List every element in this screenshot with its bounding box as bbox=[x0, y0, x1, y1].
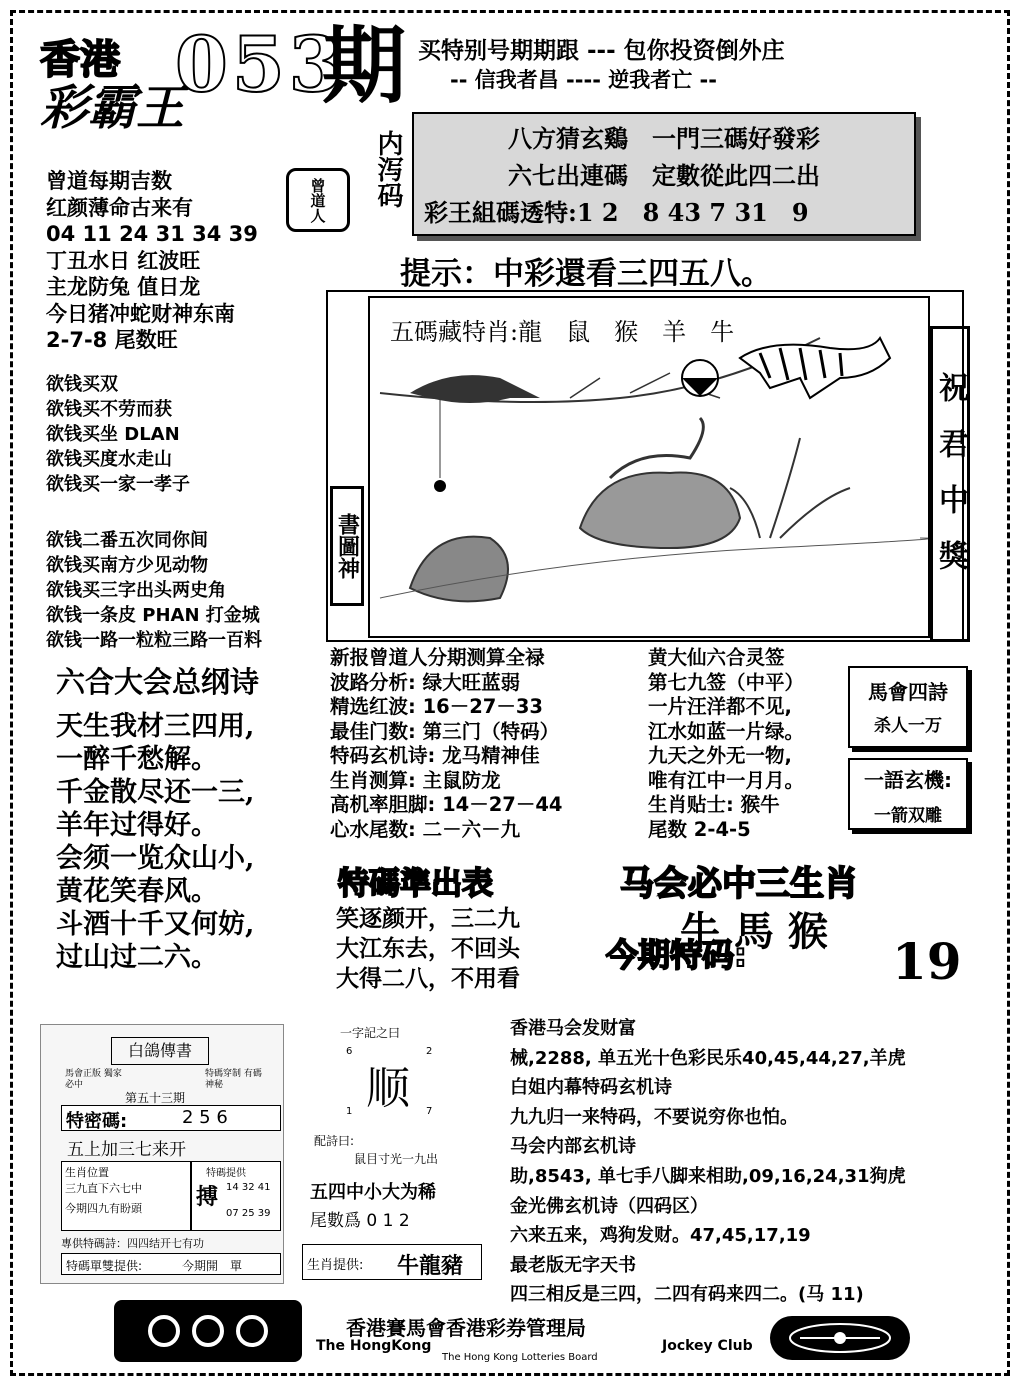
wong-tai-sin-list bbox=[648, 646, 848, 842]
danshuang-row bbox=[61, 1253, 281, 1275]
poem-line: 千金散尽还一三, bbox=[56, 777, 255, 808]
zodiac-pos-box bbox=[61, 1161, 191, 1231]
te-code-value: 2 5 6 bbox=[182, 1107, 228, 1128]
list-item: 欲钱买三字出头两史角 bbox=[46, 580, 226, 601]
word-n2: 2 bbox=[426, 1046, 433, 1057]
list-item: 丁丑水日 红波旺 bbox=[46, 248, 201, 273]
tip-char: 搏 bbox=[196, 1185, 219, 1210]
wts-line: 黄大仙六合灵签 bbox=[648, 646, 785, 669]
pigeon-small-left: 馬會正版 獨家必中 bbox=[65, 1069, 122, 1090]
word-main: 顺 bbox=[366, 1063, 410, 1114]
yi-yu-box bbox=[848, 758, 968, 830]
lottery-logo-icon bbox=[770, 1316, 910, 1360]
footer-logo-right bbox=[770, 1316, 910, 1360]
te-code-line: 五上加三七来开 bbox=[67, 1140, 186, 1160]
ink-painting bbox=[370, 298, 928, 636]
analysis-line: 波路分析: 绿大旺蓝弱 bbox=[330, 670, 521, 694]
poem-line: 斗酒十千又何妨, bbox=[56, 909, 255, 940]
rb-line: 金光佛玄机诗（四码区） bbox=[510, 1195, 708, 1217]
mahui-zodiac: 牛 馬 猴 bbox=[680, 908, 828, 955]
word-note-1: 五四中小大为稀 bbox=[310, 1182, 436, 1203]
wts-line: 九天之外无一物, bbox=[648, 744, 792, 767]
grey-hint-box bbox=[412, 112, 916, 236]
poem-line: 黄花笑春风。 bbox=[56, 876, 218, 907]
list-item: 欲钱买双 bbox=[46, 374, 118, 395]
wts-line: 江水如蓝一片绿。 bbox=[648, 719, 805, 743]
rb-line: 助,8543, 单七手八脚来相助,09,16,24,31狗虎 bbox=[510, 1165, 906, 1187]
poem-line: 过山过二六。 bbox=[56, 942, 218, 973]
list-item: 欲钱买度水走山 bbox=[46, 449, 172, 470]
tip-box bbox=[191, 1161, 281, 1231]
danshuang-value: 今期開 單 bbox=[182, 1259, 243, 1273]
right-vertical-box bbox=[930, 326, 970, 642]
grey-line-3: 彩王組碼透特:1 2 8 43 7 31 9 bbox=[424, 198, 809, 227]
picture-caption: 五碼藏特肖:龍 鼠 猴 羊 牛 bbox=[390, 312, 734, 347]
ma-hui-poem-value: 杀人一万 bbox=[874, 716, 942, 736]
footer-en-3: The Hong Kong Lotteries Board bbox=[442, 1352, 598, 1363]
tip-label: 特碼提供 bbox=[206, 1168, 246, 1179]
seal-text: 曾道人 bbox=[308, 177, 327, 223]
right-vertical-text: 祝君中獎 bbox=[933, 372, 968, 596]
yi-yu-title: 一語玄機: bbox=[864, 768, 952, 792]
tip-nums-1: 14 32 41 bbox=[226, 1182, 271, 1193]
pos-line-1: 三九直下六七中 bbox=[65, 1182, 142, 1195]
neixie-label: 内泻码 bbox=[373, 130, 403, 208]
hint-text: 提示：中彩還看三四五八。 bbox=[400, 256, 772, 292]
analysis-line: 精选红波: 16－27－33 bbox=[330, 695, 543, 718]
special-line: 笑逐颜开，三二九 bbox=[336, 906, 520, 932]
seal-stamp bbox=[286, 168, 350, 232]
poem-line: 羊年过得好。 bbox=[56, 810, 218, 841]
list-item: 欲钱买不劳而获 bbox=[46, 399, 172, 420]
slogan: 买特别号期期跟 --- 包你投资倒外庄 bbox=[418, 38, 785, 64]
list-item: 欲钱买一家一孝子 bbox=[46, 474, 190, 495]
grey-line-2: 六七出連碼 定數從此四二出 bbox=[508, 161, 820, 190]
wts-line: 第七九签（中平） bbox=[648, 670, 805, 694]
today-label: 今期特码: bbox=[606, 936, 747, 974]
analysis-line: 特码玄机诗: 龙马精神佳 bbox=[330, 744, 540, 767]
poem-line: 天生我材三四用, bbox=[56, 711, 255, 742]
word-box bbox=[296, 1016, 484, 1290]
footer-cn: 香港賽馬會香港彩券管理局 bbox=[346, 1316, 586, 1340]
analysis-line: 最佳门数: 第三门（特码） bbox=[330, 719, 560, 743]
ma-hui-poem-box bbox=[848, 666, 968, 748]
rb-line: 最老版无字天书 bbox=[510, 1254, 636, 1276]
list-item: 欲钱一路一粒粒三路一百料 bbox=[46, 630, 262, 651]
word-n1: 1 bbox=[346, 1106, 353, 1117]
wts-line: 唯有江中一月月。 bbox=[648, 768, 805, 792]
pigeon-title-box bbox=[111, 1037, 209, 1065]
wts-line: 尾数 2-4-5 bbox=[648, 817, 751, 841]
rb-line: 马会内部玄机诗 bbox=[510, 1136, 636, 1158]
pos-line-2: 今期四九有盼頭 bbox=[65, 1202, 142, 1215]
pigeon-title: 白鴿傳書 bbox=[127, 1041, 192, 1060]
word-poem-label: 配詩曰: bbox=[314, 1134, 355, 1148]
list-item: 主龙防兔 值日龙 bbox=[46, 275, 201, 299]
yi-yu-value: 一箭双雕 bbox=[874, 806, 942, 826]
list-item: 欲钱二番五次同你间 bbox=[46, 530, 208, 551]
analysis-line: 高机率胆脚: 14－27－44 bbox=[330, 793, 563, 816]
rb-line: 四三相反是三四，二四有码来四二。(马 11) bbox=[510, 1284, 864, 1306]
pigeon-issue: 第五十三期 bbox=[125, 1091, 186, 1105]
word-title: 一字記之曰 bbox=[340, 1026, 401, 1040]
pigeon-small-right: 特碼穿制 有碼神秘 bbox=[205, 1069, 262, 1090]
te-code-label: 特密碼: bbox=[66, 1111, 128, 1132]
word-poem-value: 鼠目寸光一九出 bbox=[354, 1152, 439, 1166]
list-item: 今日猪冲蛇财神东南 bbox=[46, 301, 235, 326]
pigeon-box bbox=[40, 1024, 284, 1284]
analysis-line: 心水尾数: 二－六－九 bbox=[330, 817, 521, 841]
special-title: 特碼準出表 bbox=[338, 866, 493, 902]
hkjc-logo-icon bbox=[114, 1300, 302, 1362]
list-item: 04 11 24 31 34 39 bbox=[46, 222, 258, 246]
poem-line: 一醉千愁解。 bbox=[56, 744, 218, 775]
list-item: 曾道每期吉数 bbox=[46, 169, 172, 193]
list-item: 红颜薄命古来有 bbox=[46, 195, 193, 220]
left-vertical-text: 書圖神 bbox=[334, 513, 360, 579]
wants-list-2 bbox=[46, 528, 336, 653]
rb-line: 九九归一来特码，不要说穷你也怕。 bbox=[510, 1106, 798, 1128]
danshuang-label: 特碼單雙提供: bbox=[66, 1259, 143, 1273]
picture-frame bbox=[368, 296, 930, 638]
today-number: 19 bbox=[892, 932, 962, 991]
word-zodiac-row bbox=[302, 1244, 482, 1280]
brand-bottom: 彩霸王 bbox=[40, 80, 185, 136]
footer-logo-left bbox=[114, 1300, 302, 1362]
special-line: 大江东去，不回头 bbox=[336, 936, 520, 962]
rb-line: 香港马会发财富 bbox=[510, 1018, 636, 1039]
te-code-row bbox=[61, 1105, 281, 1131]
list-item: 欲钱买南方少见动物 bbox=[46, 555, 208, 576]
special-lines bbox=[336, 904, 520, 994]
analysis-list bbox=[330, 646, 650, 842]
rb-line: 六来五来，鸡狗发财。47,45,17,19 bbox=[510, 1225, 811, 1247]
analysis-line: 新报曾道人分期测算全禄 bbox=[330, 646, 545, 669]
word-zodiac-label: 生肖提供: bbox=[307, 1258, 364, 1273]
word-n7: 7 bbox=[426, 1106, 433, 1117]
rb-line: 械,2288, 单五光十色彩民乐40,45,44,27,羊虎 bbox=[510, 1047, 906, 1069]
word-note-2: 尾數爲 0 1 2 bbox=[310, 1211, 410, 1231]
ma-hui-poem-title: 馬會四詩 bbox=[868, 680, 948, 704]
footer-en-1: The HongKong bbox=[316, 1338, 432, 1354]
rb-line: 白姐内幕特码玄机诗 bbox=[510, 1077, 672, 1099]
poem-title: 六合大会总纲诗 bbox=[56, 665, 260, 699]
word-zodiac-value: 牛龍豬 bbox=[397, 1254, 464, 1279]
poem-lines bbox=[56, 710, 254, 974]
special-line: 大得二八，不用看 bbox=[336, 966, 520, 992]
poem-line: 会须一览众山小, bbox=[56, 843, 255, 874]
left-vertical-box bbox=[330, 486, 364, 606]
brand-top: 香港 bbox=[40, 36, 120, 83]
tip-nums-2: 07 25 39 bbox=[226, 1208, 271, 1219]
footer-en-2: Jockey Club bbox=[662, 1338, 753, 1354]
wants-list-1 bbox=[46, 372, 336, 497]
list-item: 欲钱一条皮 PHAN 打金城 bbox=[46, 605, 260, 626]
word-n6: 6 bbox=[346, 1046, 353, 1057]
list-item: 2-7-8 尾数旺 bbox=[46, 328, 178, 352]
wts-line: 一片汪洋都不见, bbox=[648, 695, 792, 718]
analysis-line: 生肖测算: 主鼠防龙 bbox=[330, 768, 501, 792]
pos-label: 生肖位置 bbox=[65, 1166, 109, 1179]
zhuan-line: 專供特碼詩：四四结开七有功 bbox=[61, 1237, 204, 1250]
issue-number: 053 bbox=[175, 20, 346, 109]
slogan-2: -- 信我者昌 ---- 逆我者亡 -- bbox=[450, 68, 717, 92]
issue-suffix: 期 bbox=[322, 16, 407, 115]
list-item: 欲钱买坐 DLAN bbox=[46, 424, 180, 445]
wts-line: 生肖贴士: 猴牛 bbox=[648, 793, 780, 816]
grey-line-1: 八方猜玄鷄 一門三碼好發彩 bbox=[508, 124, 820, 153]
right-bottom-list bbox=[510, 1014, 1006, 1310]
mahui-title: 马会必中三生肖 bbox=[620, 864, 858, 904]
